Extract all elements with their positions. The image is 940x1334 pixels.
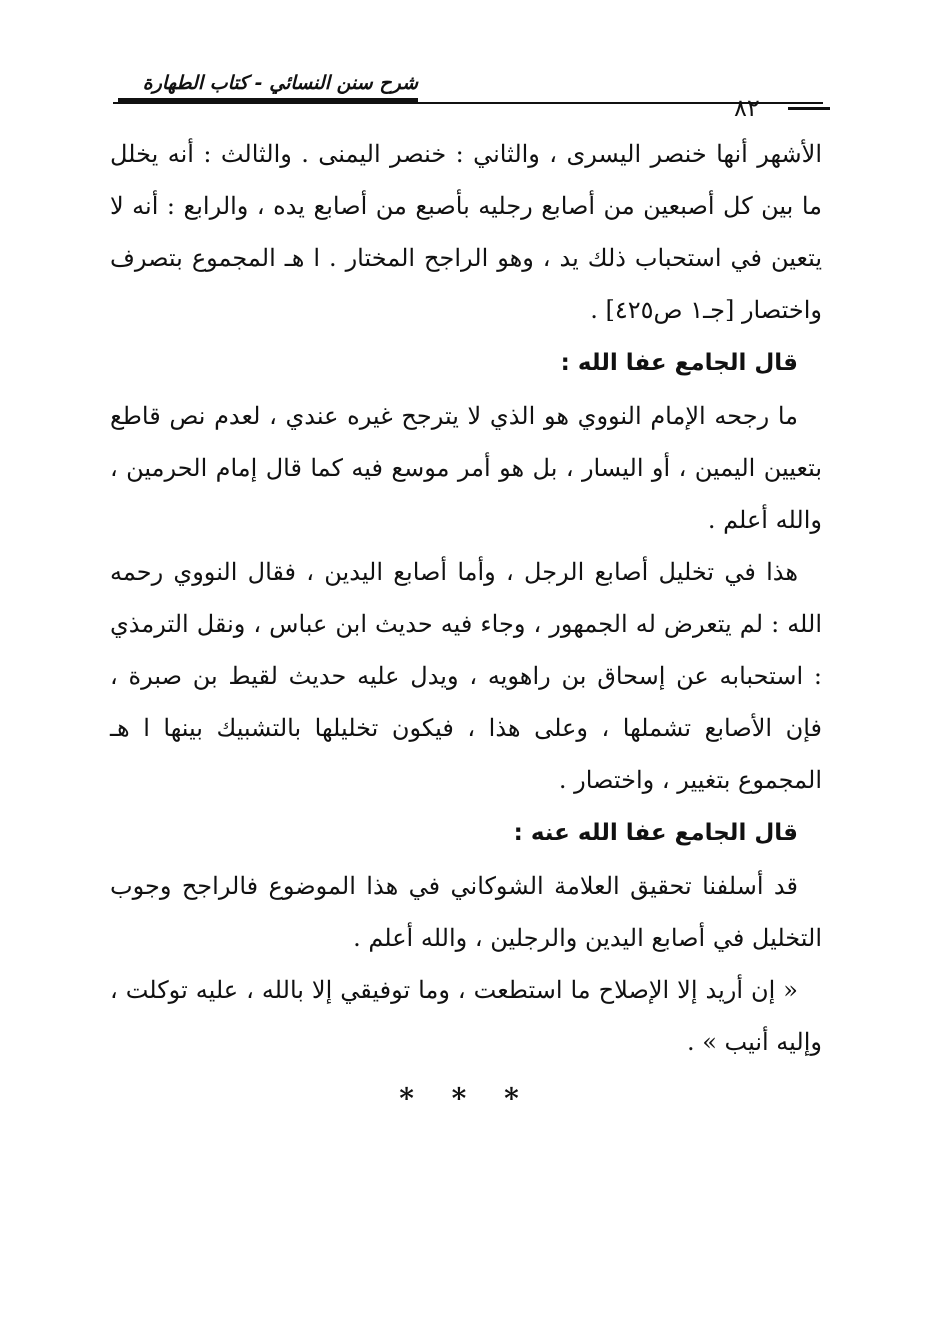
paragraph-3: هذا في تخليل أصابع الرجل ، وأما أصابع اليدين ، فقال النووي رحمه الله : لم يتعرض له الجمهور ، وجاء فيه حديث ابن عباس ، ونقل الترمذي : استحبابه عن إسحاق بن راهويه ، ويدل عليه حديث لقيط بن صبرة ، فإن الأصابع تشملها ، وعلى هذا ، فيكون تخليلها بالتشبيك بينها ا هـ المجموع بتغيير ، واختصار . xyxy=(110,558,822,794)
section-end-ornament: * * * xyxy=(399,1082,533,1115)
page-body xyxy=(110,128,822,1115)
paragraph-1: الأشهر أنها خنصر اليسرى ، والثاني : خنصر اليمنى . والثالث : أنه يخلل ما بين كل أصبعين من أصابع رجليه بأصبع من أصابع يده ، والرابع : أنه لا يتعين في استحباب ذلك يد ، وهو الراجح المختار . ا هـ المجموع بتصرف واختصار [جـ١ ص٤٢٥] . xyxy=(110,140,822,324)
page-number-block xyxy=(734,90,830,126)
page-number: ٨٢ xyxy=(734,94,760,122)
header-rule xyxy=(113,102,823,104)
page-number-dash xyxy=(788,107,830,110)
section-heading-1: قال الجامع عفا الله : xyxy=(560,350,798,376)
running-title: شرح سنن النسائي - كتاب الطهارة xyxy=(142,72,418,94)
paragraph-4: قد أسلفنا تحقيق العلامة الشوكاني في هذا الموضوع فالراجح وجوب التخليل في أصابع اليدين والرجلين ، والله أعلم . xyxy=(110,872,822,952)
paragraph-2: ما رجحه الإمام النووي هو الذي لا يترجح غيره عندي ، لعدم نص قاطع بتعيين اليمين ، أو اليسار ، بل هو أمر موسع فيه كما قال إمام الحرمين ، والله أعلم . xyxy=(110,402,822,534)
closing-quote: « إن أريد إلا الإصلاح ما استطعت ، وما توفيقي إلا بالله ، عليه توكلت ، وإليه أنيب » . xyxy=(110,976,822,1056)
page-header xyxy=(110,62,828,112)
section-heading-2: قال الجامع عفا الله عنه : xyxy=(513,820,798,846)
